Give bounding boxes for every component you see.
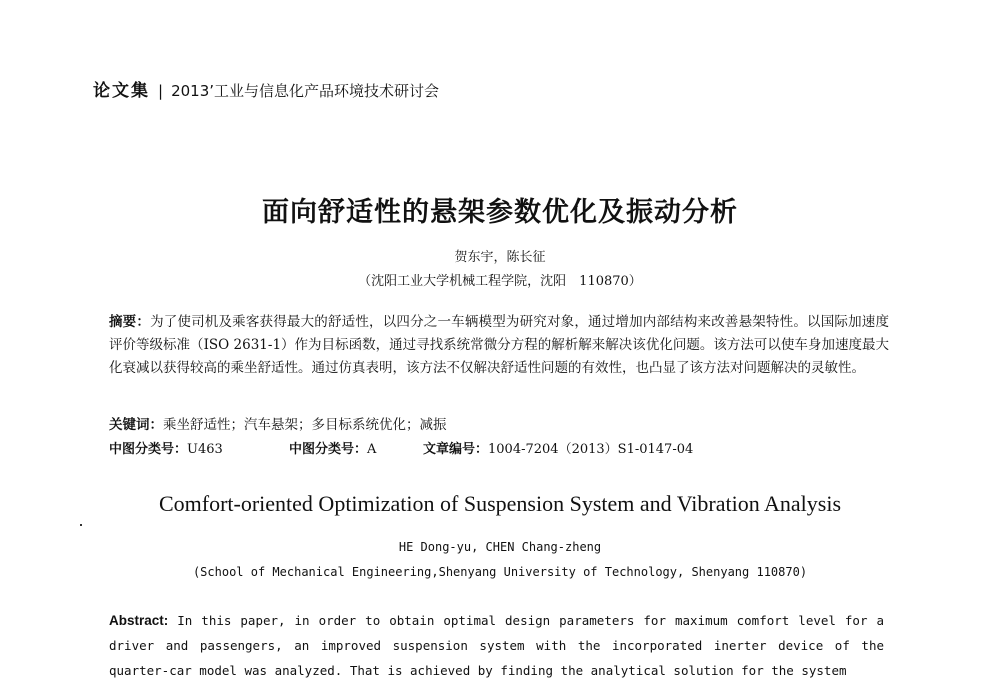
running-header xyxy=(93,76,439,101)
abstract-chinese xyxy=(109,311,889,380)
article-number-value: 1004-7204（2013）S1-0147-04 xyxy=(488,442,694,457)
clc-label: 中图分类号： xyxy=(109,442,188,457)
conference-name: 2013’工业与信息化产品环境技术研讨会 xyxy=(171,82,440,100)
document-code-label: 中图分类号： xyxy=(289,442,368,457)
authors-chinese: 贺东宇，陈长征 xyxy=(454,250,546,265)
article-number xyxy=(423,438,693,457)
affiliation-english: (School of Mechanical Engineering,Shenyang University of Technology, Shenyang 110870) xyxy=(192,565,808,579)
affiliation-chinese: （沈阳工业大学机械工程学院，沈阳 110870） xyxy=(358,274,642,289)
abstract-chinese-label: 摘要： xyxy=(109,314,151,330)
title-english: Comfort-oriented Optimization of Suspension System and Vibration Analysis xyxy=(158,491,842,516)
article-number-label: 文章编号： xyxy=(423,442,489,457)
keywords-text: 乘坐舒适性；汽车悬架；多目标系统优化；减振 xyxy=(163,417,447,433)
authors-english: HE Dong-yu, CHEN Chang-zheng xyxy=(398,540,602,554)
title-chinese: 面向舒适性的悬架参数优化及振动分析 xyxy=(262,197,738,228)
keywords-label: 关键词： xyxy=(109,417,163,433)
series-name: 论文集 xyxy=(93,81,150,101)
abstract-english-text: In this paper, in order to obtain optimal design parameters for maximum comfort level for a driver and passengers, an improved suspension system with the incorporated inerter device of the quarter-car model was analyzed. That is achieved by finding the analytical solution for the system xyxy=(109,613,884,678)
clc-number xyxy=(109,438,223,457)
keywords-chinese xyxy=(109,413,447,433)
document-code-value: A xyxy=(367,442,377,457)
abstract-english-label: Abstract: xyxy=(109,613,169,628)
document-code xyxy=(289,438,376,457)
clc-value: U463 xyxy=(187,442,223,457)
header-separator: | xyxy=(158,82,164,100)
scan-speck xyxy=(80,524,82,526)
abstract-chinese-text: 为了使司机及乘客获得最大的舒适性，以四分之一车辆模型为研究对象，通过增加内部结构来改善悬架特性。以国际加速度评价等级标准（ISO 2631-1）作为目标函数，通过寻找系统常微分方程的解析解来解决该优化问题。该方法可以使车身加速度最大化衰减以获得较高的乘坐舒适性。通过仿真表明，该方法不仅解决舒适性问题的有效性，也凸显了该方法对问题解决的灵敏性。 xyxy=(109,314,889,376)
